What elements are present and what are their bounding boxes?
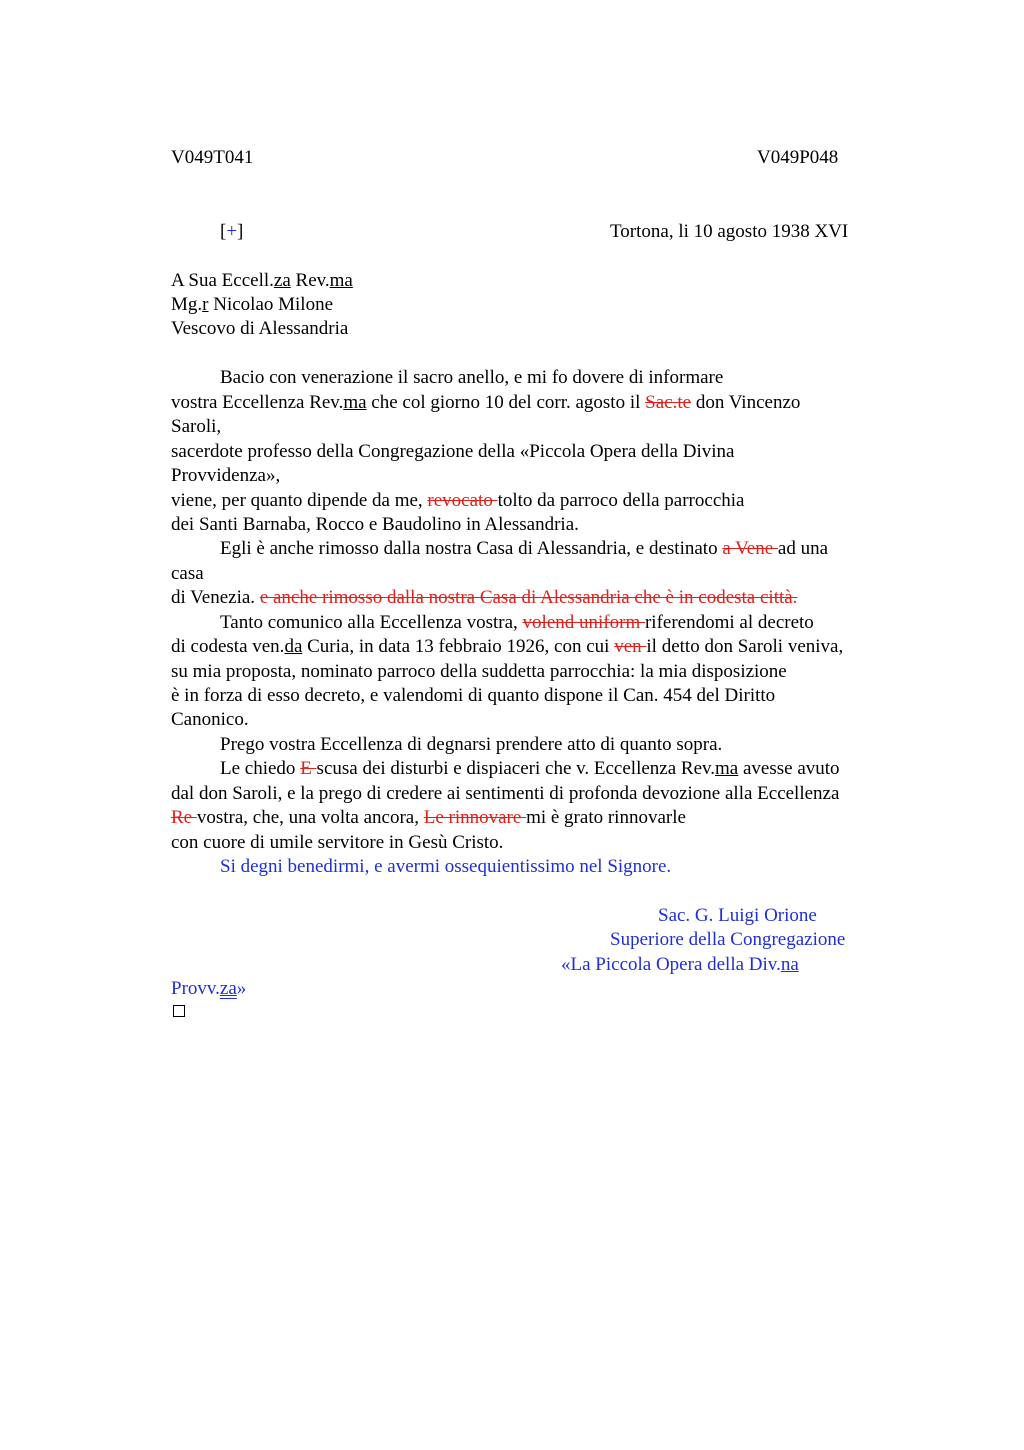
abbrev: za [219,978,237,999]
body-line: Prego vostra Eccellenza di degnarsi prendere atto di quanto sopra. [220,734,723,755]
body-line: Provvidenza», [171,465,281,486]
text: don Vincenzo [691,392,801,413]
text: di codesta ven. [171,636,285,657]
body-line: è in forza di esso decreto, e valendomi di quanto dispone il Can. 454 del Diritto [171,685,776,706]
body-line [220,757,840,781]
deleted-text: revocato [427,490,498,511]
deleted-text: volend uniform [522,612,645,633]
text: viene, per quanto dipende da me, [171,490,428,511]
text: riferendomi al decreto [644,612,814,633]
text: Nicolao Milone [208,294,334,315]
body-line: dal don Saroli, e la prego di credere ai sentimenti di profonda devozione alla Eccellenza [171,783,840,804]
abbrev: na [780,954,799,975]
body-line [220,537,828,561]
text: vostra Eccellenza Rev. [171,392,344,413]
text: tolto da parroco della parrocchia [497,490,745,511]
text: avesse avuto [738,758,840,779]
body-line: Bacio con venerazione il sacro anello, e mi fo dovere di informare [220,367,724,388]
text: mi è grato rinnovarle [526,807,686,828]
deleted-text: E [300,758,317,779]
body-line: Canonico. [171,709,249,730]
abbrev: ma [329,270,353,291]
plus-icon: + [226,221,238,242]
text: il detto don Saroli veniva, [646,636,844,657]
body-line [171,489,744,513]
text: Mg. [171,294,203,315]
text: Egli è anche rimosso dalla nostra Casa di Alessandria, e destinato [220,538,723,559]
marker-open: [ [220,221,227,242]
address-line-1 [171,269,353,293]
body-line: su mia proposta, nominato parroco della suddetta parrocchia: la mia disposizione [171,661,787,682]
body-line [171,391,800,415]
plus-marker [220,220,243,244]
signature-org-cont [171,977,246,1001]
text: Curia, in data 13 febbraio 1926, con cui [302,636,615,657]
marker-close: ] [237,221,244,242]
body-line [171,586,797,610]
body-line [171,635,843,659]
body-line [220,611,814,635]
text: Rev. [290,270,330,291]
abbrev: ma [715,758,739,779]
text: che col giorno 10 del corr. agosto il [366,392,646,413]
document-code-left: V049T041 [171,147,254,168]
body-line: Saroli, [171,416,222,437]
text: scusa dei disturbi e dispiaceri che v. Eccellenza Rev. [316,758,716,779]
text: ad una [777,538,829,559]
deleted-text: Le rinnovare [423,807,527,828]
body-line [171,806,686,830]
text: di Venezia. [171,587,260,608]
text: » [236,978,247,999]
body-line: con cuore di umile servitore in Gesù Cristo. [171,832,504,853]
document-code-right: V049P048 [757,147,839,168]
signature-title: Superiore della Congregazione [610,929,846,950]
text: A Sua Eccell. [171,270,274,291]
square-icon [173,1005,185,1017]
abbrev: ma [343,392,367,413]
address-line-2 [171,293,333,317]
abbrev: da [284,636,303,657]
deleted-text: a Vene [722,538,778,559]
text: Le chiedo [220,758,301,779]
blessing-line: Si degni benedirmi, e avermi ossequientissimo nel Signore. [220,856,672,877]
signature-org [561,953,799,977]
date-line: Tortona, li 10 agosto 1938 XVI [610,221,849,242]
body-line: sacerdote professo della Congregazione della «Piccola Opera della Divina [171,441,735,462]
abbrev: za [273,270,291,291]
body-line: dei Santi Barnaba, Rocco e Baudolino in Alessandria. [171,514,579,535]
abbrev: r [202,294,209,315]
deleted-text: e anche rimosso dalla nostra Casa di Alessandria che è in codesta città. [259,587,798,608]
text: «La Piccola Opera della Div. [561,954,781,975]
text: Provv. [171,978,220,999]
text: Tanto comunico alla Eccellenza vostra, [220,612,523,633]
deleted-text: Re [171,807,197,828]
text: vostra, che, una volta ancora, [196,807,424,828]
deleted-text: ven [614,636,647,657]
address-line-3: Vescovo di Alessandria [171,318,349,339]
deleted-text: Sac.te [645,392,692,413]
signature-name: Sac. G. Luigi Orione [658,905,817,926]
body-line: casa [171,563,204,584]
